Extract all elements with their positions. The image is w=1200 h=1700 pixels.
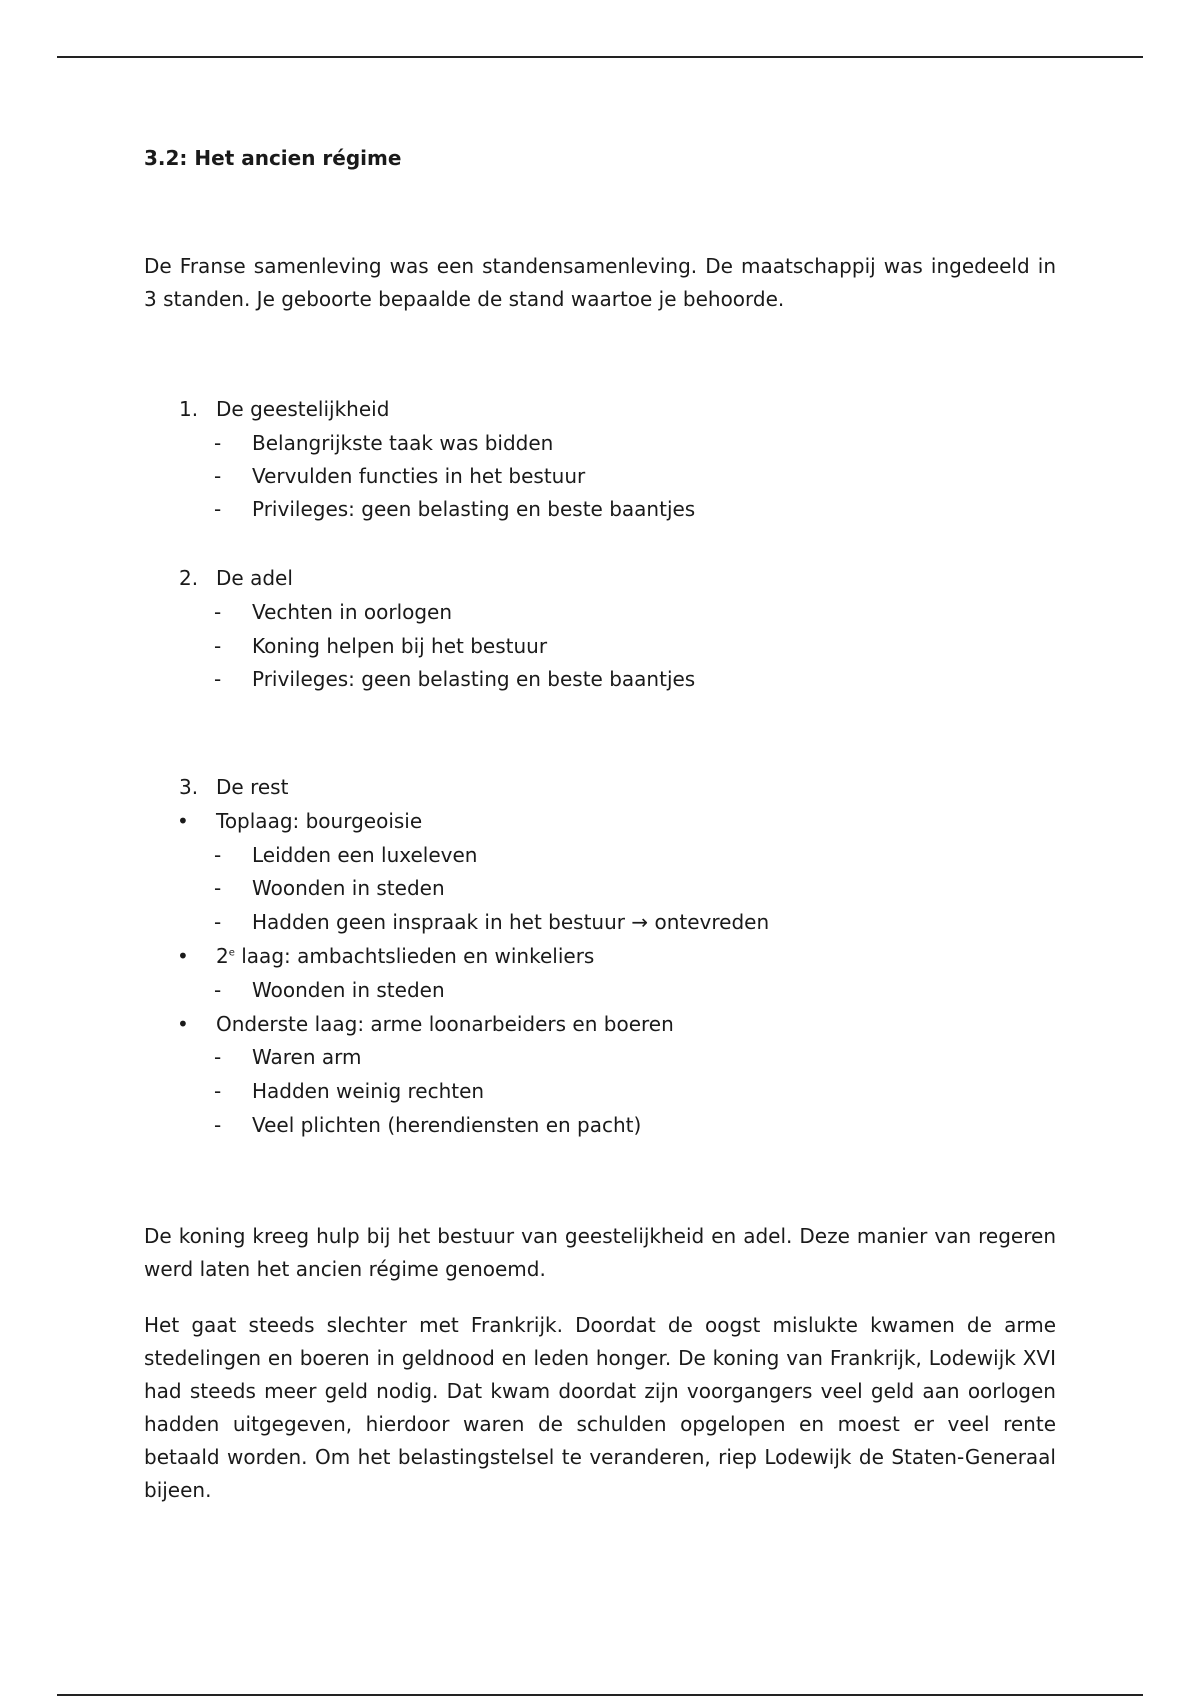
dash-marker: - [214, 1045, 222, 1069]
dash-marker: - [214, 464, 222, 488]
list-item: Privileges: geen belasting en beste baantjes [252, 667, 696, 691]
list-item: Woonden in steden [252, 876, 445, 900]
list-item: Belangrijkste taak was bidden [252, 431, 554, 455]
bullet-marker: • [177, 809, 189, 833]
dash-marker: - [214, 910, 222, 934]
list-item: Veel plichten (herendiensten en pacht) [252, 1113, 642, 1137]
dash-marker: - [214, 978, 222, 1002]
group-label-onderste-laag: Onderste laag: arme loonarbeiders en boeren [216, 1012, 674, 1036]
list-item: Vechten in oorlogen [252, 600, 453, 624]
list-item: Hadden weinig rechten [252, 1079, 485, 1103]
dash-marker: - [214, 431, 222, 455]
group-label-superscript: e [228, 947, 235, 959]
bullet-marker: • [177, 1012, 189, 1036]
list-heading-rest: De rest [216, 775, 289, 799]
header-rule [57, 56, 1143, 58]
list-number: 1. [179, 397, 199, 421]
regime-paragraph: De koning kreeg hulp bij het bestuur van geestelijkheid en adel. Deze manier van regeren werd laten het ancien régime genoemd. [144, 1224, 1056, 1281]
list-item: Waren arm [252, 1045, 362, 1069]
dash-marker: - [214, 497, 222, 521]
dash-marker: - [214, 1113, 222, 1137]
list-heading-geestelijkheid: De geestelijkheid [216, 397, 390, 421]
group-label-toplaag: Toplaag: bourgeoisie [216, 809, 423, 833]
dash-marker: - [214, 843, 222, 867]
list-item: Koning helpen bij het bestuur [252, 634, 548, 658]
group-label-text: laag: ambachtslieden en winkeliers [234, 944, 595, 968]
list-item: Woonden in steden [252, 978, 445, 1002]
dash-marker: - [214, 600, 222, 624]
list-item: Privileges: geen belasting en beste baantjes [252, 497, 696, 521]
dash-marker: - [214, 1079, 222, 1103]
group-label-tweede-laag [216, 941, 594, 971]
crisis-paragraph: Het gaat steeds slechter met Frankrijk. Doordat de oogst mislukte kwamen de arme stedelingen en boeren in geldnood en leden honger. De koning van Frankrijk, Lodewijk XVI had steeds meer geld nodig. Dat kwam doordat zijn voorgangers veel geld aan oorlogen hadden uitgegeven, hierdoor waren de schulden opgelopen en moest er veel rente betaald worden. Om het belastingstelsel te veranderen, riep Lodewijk de Staten-Generaal bijeen. [144, 1313, 1056, 1502]
footer-rule [57, 1694, 1143, 1696]
list-item: Leidden een luxeleven [252, 843, 478, 867]
dash-marker: - [214, 634, 222, 658]
section-title: 3.2: Het ancien régime [144, 146, 402, 170]
list-number: 2. [179, 566, 199, 590]
group-label-number: 2 [216, 944, 229, 968]
intro-paragraph: De Franse samenleving was een standensamenleving. De maatschappij was ingedeeld in 3 standen. Je geboorte bepaalde de stand waartoe je behoorde. [144, 254, 1056, 311]
dash-marker: - [214, 876, 222, 900]
bullet-marker: • [177, 944, 189, 968]
list-item: Hadden geen inspraak in het bestuur → ontevreden [252, 910, 770, 934]
list-heading-adel: De adel [216, 566, 293, 590]
list-item: Vervulden functies in het bestuur [252, 464, 586, 488]
dash-marker: - [214, 667, 222, 691]
list-number: 3. [179, 775, 199, 799]
